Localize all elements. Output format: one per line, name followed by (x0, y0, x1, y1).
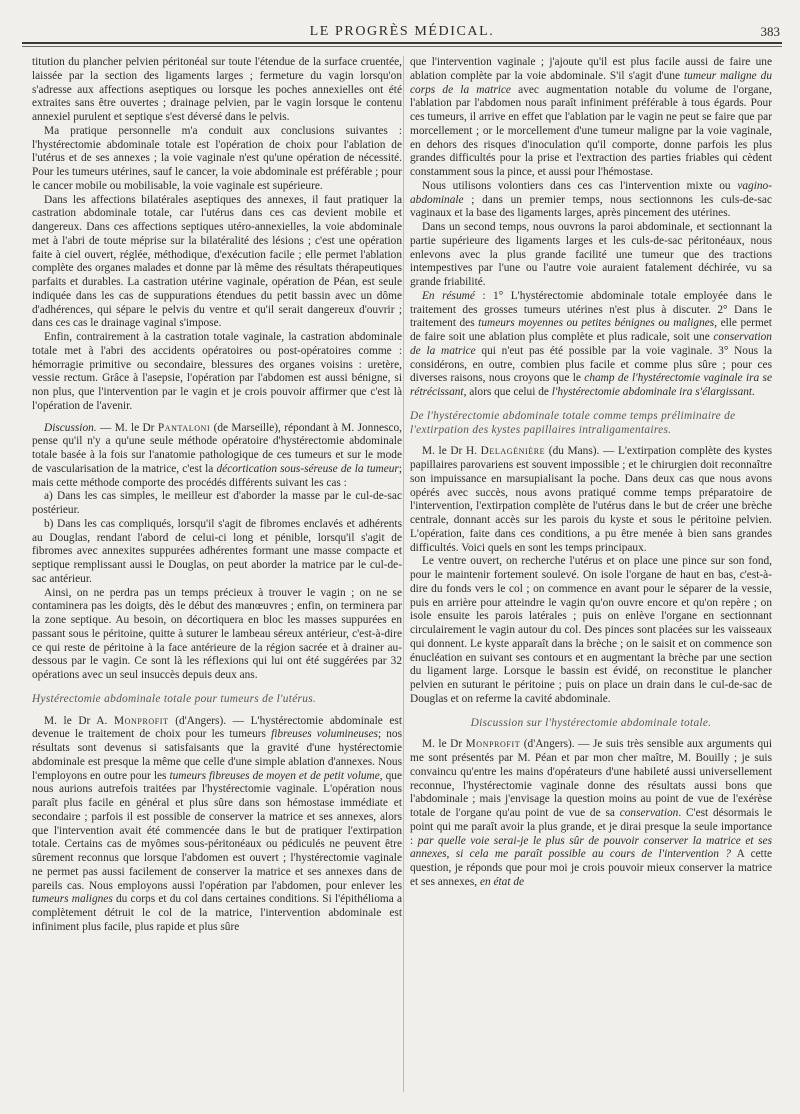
page-header (22, 24, 782, 48)
paragraph: Dans les affections bilatérales aseptiques des annexes, il faut pratiquer la castration abdominale totale, car l'utérus dans ces cas devient mobile et dangereux. Dans ces affections septiques utéro-annexielles, la voie abdominale met à l'abri de toute méprise sur la bilatéralité des lésions ; c'est une opération faite à ciel ouvert, réglée, méthodique, d'exécution facile ; elle permet l'ablation complète des organes malades et donne par là même des résultats thérapeutiques parfaits et durables. La castration utérine vaginale, opération de Péan, est seule indiquée dans les cas de suppurations étendues du petit bassin avec un dôme d'adhérences, qui sépare le pelvis du ventre et qu'il serait dangereux d'ouvrir ; dans ces cas le drainage vaginal s'impose. (32, 193, 402, 330)
author-name: Delagénière (480, 445, 546, 458)
paragraph: que l'intervention vaginale ; j'ajoute qu'il est plus facile aussi de faire une ablation complète par la voie abdominale. S'il s'agit d'une tumeur maligne du corps de la matrice avec augmentation notable du volume de l'organe, l'ablation par l'abdomen nous paraît infiniment préférable à tous égards. Pour ces tumeurs, il arrive en effet que l'ablation par le vagin ne peut se faire que par morcellement ; or le morcellement d'une tumeur maligne par la voie vaginale, en dehors des risques d'inoculation qu'il comporte, donne parfois les plus grandes difficultés pour la prise et l'extraction des parties friables qui cèdent constamment sous la pince, et aussi pour l'hémostase. (410, 56, 772, 178)
paragraph: M. le Dr A. Monprofit (d'Angers). — L'hystérectomie abdominale est devenue le traitement de choix pour les tumeurs fibreuses volumineuses; nos résultats sont devenus si satisfaisants que la gravité d'une hystérectomie abdominale est presque la même que celle d'une simple ablation d'annexes. Nous l'employons en outre pour les tumeurs fibreuses de moyen et de petit volume, que nous aurions autrefois traitées par l'hystérectomie vaginale. L'opération nous paraît plus facile en général et plus sûre dans son hémostase immédiate et secondaire ; parfois il est possible de conserver la matrice et ses annexes, alors que l'intervention avait été commencée dans le but de pratiquer l'extirpation totale. Certains cas de myômes sous-péritonéaux ou pédiculés ne peuvent être sûrement reconnus que lorsque l'abdomen est ouvert ; l'hystérectomie vaginale ne permet pas aussi facilement de conserver la matrice et ses annexes dans de pareils cas. Nous employons aussi l'opération par l'abdomen, pour enlever les tumeurs malignes du corps et du col dans certaines conditions. Si l'épithélioma a complètement détruit le col de la matrice, l'intervention abdominale est infiniment plus facile, plus rapide et plus sûre (32, 714, 403, 933)
author-name: Pantaloni (157, 421, 211, 434)
section-heading: Hystérectomie abdominale totale pour tumeurs de l'utérus. (32, 692, 317, 705)
journal-title: LE PROGRÈS MÉDICAL. (309, 24, 495, 39)
paragraph: Le ventre ouvert, on recherche l'utérus et on place une pince sur son fond, pour le maintenir fortement soulevé. On isole l'organe de haut en bas, c'est-à-dire du fonds vers le col ; on commence en avant pour le séparer de la vessie, puis en arrière pour atteindre le vagin qu'on ouvre encore et qu'on repère ; on isole ensuite les parois latérales ; puis on enlève l'organe en sectionnant circulairement le vagin autour du col. Des pinces sont placées sur les vaisseaux qui donnent. Le kyste apparaît dans la brèche ; on le saisit et on commence son énucléation en suivant ses contours et en augmentant la brèche par une section du ligament large. Lorsque le bassin est évidé, on reconstitue le plancher pelvien en suturant le péritoine ; puis on place un drain dans le cul-de-sac de Douglas et on referme la cavité abdominale. (410, 555, 772, 705)
discussion-heading: Discussion. (44, 421, 97, 434)
paragraph: b) Dans les cas compliqués, lorsqu'il s'agit de fibromes enclavés et adhérents au Douglas, rendant l'abord de celui-ci long et pénible, lorsqu'il s'agit de fibromes avec annexites suppurées adhérentes formant une masse compacte et septique remplissant aussi le Douglas, on peut aborder la matrice par le cul-de-sac antérieur. (32, 517, 402, 585)
paragraph: titution du plancher pelvien péritonéal sur toute l'étendue de la surface cruentée, laissée par la section des ligaments larges ; fermeture du vagin lorsqu'on s'adresse aux affections aseptiques ou lorsque les poches annexielles ont été extraites sans être ouvertes ; drainage pelvien, par le vagin lorsque le contenu annexiel purulent et septique s'est déversé dans le pelvis. (32, 56, 402, 123)
paragraph: Nous utilisons volontiers dans ces cas l'intervention mixte ou vagino-abdominale ; dans un premier temps, nous sectionnons les culs-de-sac vaginaux et la base des ligaments larges, après pincement des utérines. (410, 179, 772, 220)
section-heading: Discussion sur l'hystérectomie abdominale totale. (470, 716, 712, 729)
column-divider (403, 56, 404, 1092)
page-number: 383 (760, 24, 780, 39)
discussion-paragraph: Discussion. — M. le Dr Pantaloni (de Marseille), répondant à M. Jonnesco, pense qu'il n'y a qu'une seule méthode opératoire d'hystérectomie abdominale totale basée à la fois sur l'anatomie pathologique de ces tumeurs et sur le mode de vascularisation de la matrice, c'est la décortication sous-séreuse de la tumeur; mais cette méthode comporte des procédés différents suivant les cas : (32, 421, 403, 489)
paragraph: M. le Dr H. Delagénière (du Mans). — L'extirpation complète des kystes papillaires parovariens est souvent impossible ; et le chirurgien doit reconnaître son impuissance en marsupialisant la poche. Dans deux cas que nous avons opérés avec succès, nous avons pratiqué comme temps préparatoire de l'intervention, l'extirpation complète de l'utérus dans le but de créer une brèche centrale, donnant accès sur les parois du kyste et sous le péritoine pelvien. L'opération, faite dans ces conditions, a pu être menée à bien sans grandes difficultés. Voici quels en sont les temps principaux. (410, 445, 772, 554)
paragraph: Ainsi, on ne perdra pas un temps précieux à trouver le vagin ; on ne se contaminera pas les doigts, dès le début des manœuvres ; enfin, on terminera par la zone septique. Au besoin, on décortiquera en bloc les masses suppurées en passant sous le péritoine, quitte à suturer le lambeau séreux antérieur, c'est-à-dire ce qui reste de péritoine à la face antérieure de la région sacrée et à drainer au-dessous par le vagin. Ce sont là les réflexions qui lui ont été suggérées par 32 opérations avec un seul insuccès depuis deux ans. (32, 586, 402, 681)
summary-heading: En résumé (422, 289, 475, 302)
header-rule-thin (22, 46, 782, 47)
left-column (32, 56, 402, 935)
paragraph: Ma pratique personnelle m'a conduit aux conclusions suivantes : l'hystérectomie abdominale totale est l'opération de choix pour l'ablation de l'utérus et de ses annexes ; la voie vaginale n'est qu'une opération de nécessité. Pour les tumeurs utérines, sauf le cancer, la voie abdominale est préférable ; pour le cancer mobile ou mobilisable, la voie vaginale est supérieure. (32, 124, 402, 192)
author-name: Monprofit (465, 738, 521, 751)
paragraph: Enfin, contrairement à la castration totale vaginale, la castration abdominale totale met à l'abri des accidents opératoires ou post-opératoires comme : hémorragie primitive ou secondaire, blessures des organes voisins : uretère, vessie rectum. Grâce à l'asepsie, l'opération par l'abdomen est aussi bénigne, si non plus, que l'intervention par le vagin et je crois pouvoir affirmer que c'est là l'opération de l'avenir. (32, 331, 402, 412)
section-heading: De l'hystérectomie abdominale totale comme temps préliminaire de l'extirpation des kystes papillaires intraligamentaires. (410, 409, 736, 436)
right-column (410, 56, 772, 890)
header-rule-thick (22, 42, 782, 44)
summary-paragraph: En résumé : 1° L'hystérectomie abdominale totale employée dans le traitement des grosses tumeurs utérines n'est plus à discuter. 2° Dans le traitement des tumeurs moyennes ou petites bénignes ou malignes, elle permet de faire soit une ablation plus complète et plus radicale, soit une conservation de la matrice qui n'eut pas été possible par la voie vaginale. 3° Nous la considérons, en outre, combien plus facile et comme plus sûre ; pour ces diverses raisons, nous croyons que le champ de l'hystérectomie vaginale ira se rétrécissant, alors que celui de l'hystérectomie abdominale ira s'élargissant. (410, 289, 773, 398)
paragraph: a) Dans les cas simples, le meilleur est d'aborder la masse par le cul-de-sac postérieur. (32, 490, 402, 516)
paragraph: Dans un second temps, nous ouvrons la paroi abdominale, et sectionnant la partie supérieure des ligaments larges et les culs-de-sac péritonéaux, nous enlevons avec la plus grande facilité une tumeur que des tractions intempestives par l'une ou l'autre voie auraient fatalement déchirée, vu sa grande friabilité. (410, 221, 772, 288)
author-name: Monprofit (113, 714, 169, 727)
paragraph: M. le Dr Monprofit (d'Angers). — Je suis très sensible aux arguments qui me sont présentés par M. Péan et par mon cher maître, M. Bouilly ; je suis convaincu qu'entre les mains d'opérateurs d'une habileté aussi universellement reconnue, l'hystérectomie vaginale donne des résultats aussi bons que l'abdominale ; mais j'envisage la question moins au point de vue de l'exérèse totale de l'organe qu'au point de vue de sa conservation. C'est désormais le point qui me paraît avoir la plus grande, et je dirai presque la seule importance : par quelle voie serai-je le plus sûr de pouvoir conserver la matrice et ses annexes, si cela me paraît possible au cours de l'intervention ? A cette question, je réponds que pour moi je crois pouvoir mieux conserver la matrice et ses annexes, en état de (410, 738, 773, 888)
